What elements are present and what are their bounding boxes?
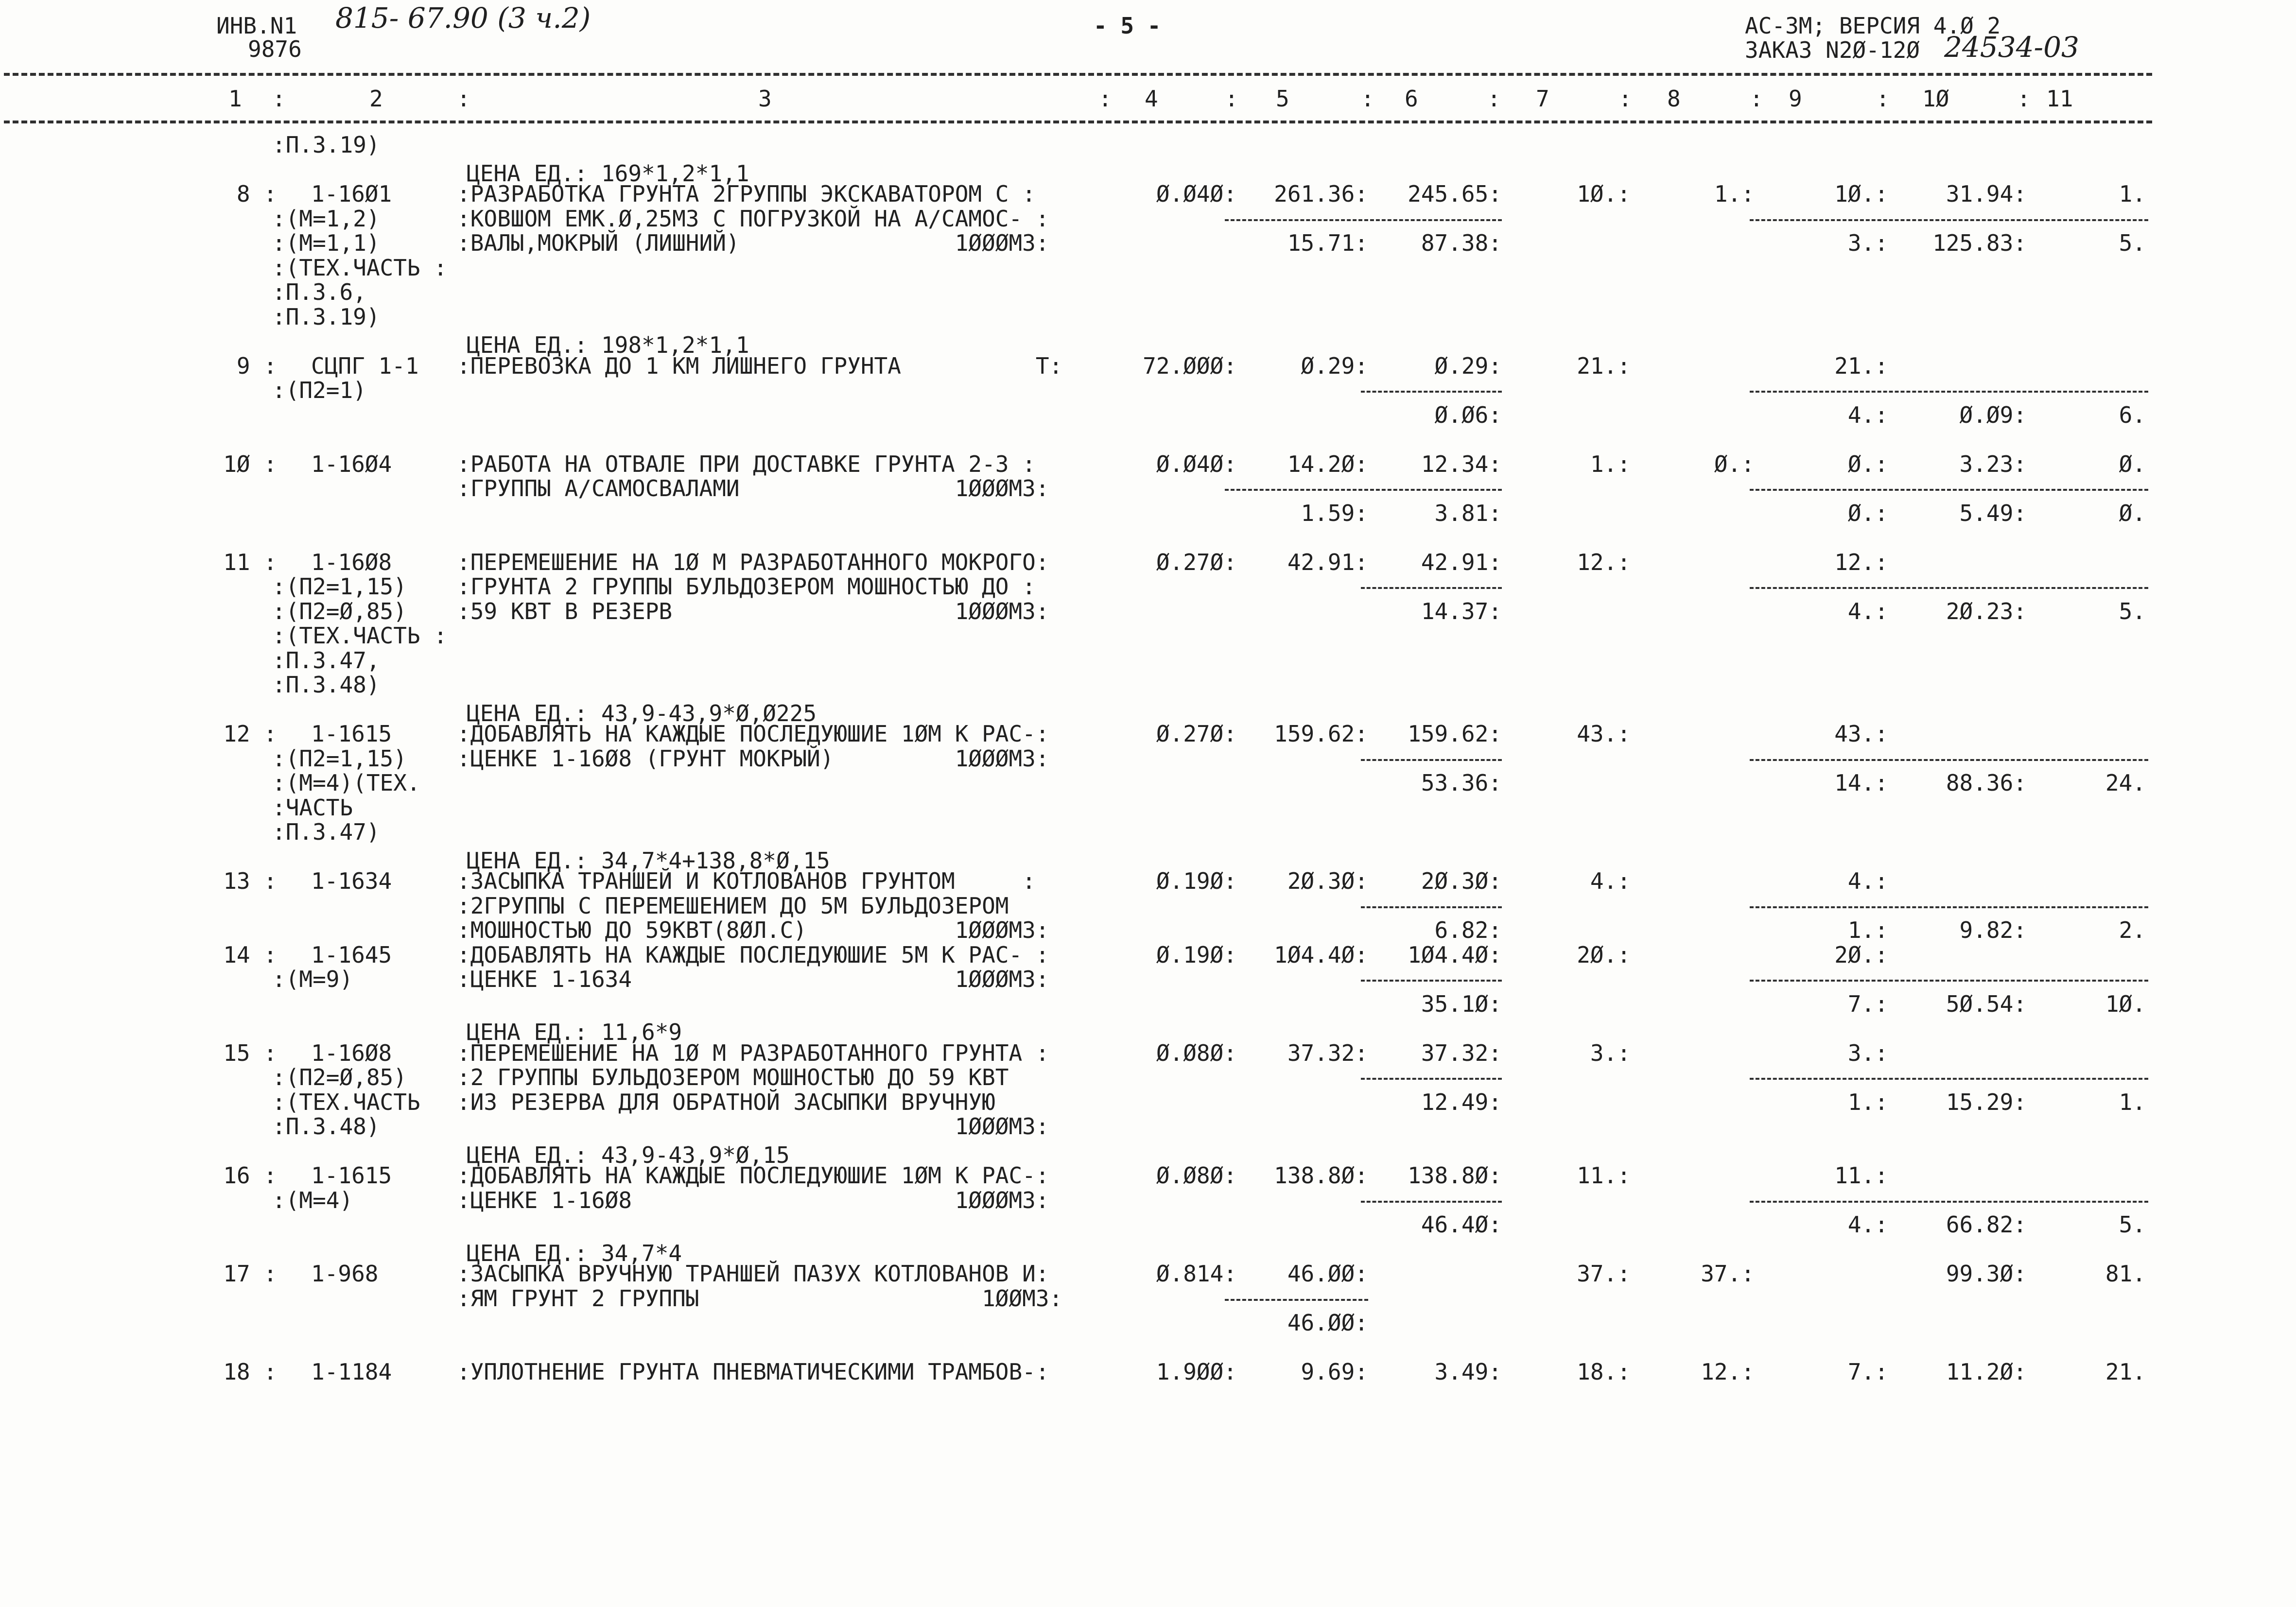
cell-col-5: 159.62:: [1274, 721, 1368, 747]
version-label: АС-3М; ВЕРСИЯ 4.Ø 2: [1745, 13, 2001, 39]
cell-col-10: 125.83:: [1932, 230, 2027, 256]
cell-col-10: 66.82:: [1946, 1211, 2027, 1238]
row-number: 12 :: [223, 721, 277, 747]
unit-price-formula: ЦЕНА ЕД.: 43,9-43,9*Ø,15: [467, 1141, 790, 1168]
cell-col-9: 11.:: [1834, 1162, 1888, 1189]
rate-code: :(М=1,2): [272, 205, 380, 232]
cell-col-6: 6.82:: [1434, 917, 1502, 943]
column-separator: :: [1098, 86, 1112, 112]
column-number-1: 1: [228, 86, 242, 112]
rate-code: 1-16Ø1: [311, 181, 392, 207]
subtotal-dash-lower: [1750, 1078, 2148, 1080]
cell-col-4: Ø.27Ø:: [1156, 549, 1237, 575]
work-description: :ЗАСЫПКА ВРУЧНУЮ ТРАНШЕЙ ПАЗУХ КОТЛОВАНОВ И:: [457, 1261, 1049, 1287]
work-description: :РАЗРАБОТКА ГРУНТА 2ГРУППЫ ЭКСКАВАТОРОМ С :: [457, 181, 1036, 207]
handwritten-reference: 815- 67.90 (3 ч.2): [335, 1, 591, 35]
cell-col-6: 3.49:: [1434, 1359, 1502, 1385]
column-number-3: 3: [758, 86, 772, 112]
work-description: :ДОБАВЛЯТЬ НА КАЖДЫЕ ПОСЛЕДУЮШИЕ 5М К РАС- :: [457, 941, 1049, 968]
column-separator: :: [1618, 86, 1632, 112]
subtotal-dash-upper: [1361, 906, 1502, 908]
cell-col-8: 1.:: [1714, 181, 1755, 207]
cell-col-5: 261.36:: [1274, 181, 1368, 207]
header-bottom-rule: [4, 121, 2152, 123]
rate-code: 1-1615: [311, 721, 392, 747]
cell-col-6: 14.37:: [1421, 598, 1502, 624]
cell-col-10: 9.82:: [1959, 917, 2027, 943]
subtotal-dash-upper: [1361, 759, 1502, 761]
rate-code: :П.3.48): [272, 672, 380, 698]
rate-code: :(М=1,1): [272, 230, 380, 256]
work-description: :ПЕРЕМЕШЕНИЕ НА 1Ø М РАЗРАБОТАННОГО МОКРОГО:: [457, 549, 1049, 575]
row-number: 15 :: [223, 1039, 277, 1066]
cell-col-10: 3.23:: [1959, 450, 2027, 477]
rate-code: 1-1615: [311, 1162, 392, 1189]
cell-col-8: Ø.:: [1714, 450, 1755, 477]
cell-col-9: 1.:: [1847, 917, 1888, 943]
rate-code: 1-1645: [311, 941, 392, 968]
column-number-7: 7: [1536, 86, 1549, 112]
cell-col-11: 5.: [2119, 230, 2146, 256]
work-description: :59 КВТ В РЕЗЕРВ 1ØØØМ3:: [457, 598, 1049, 624]
rate-code: :(П2=Ø,85): [272, 598, 407, 624]
cell-col-6: 35.1Ø:: [1421, 990, 1502, 1017]
cell-col-6: Ø.29:: [1434, 352, 1502, 379]
cell-col-4: Ø.19Ø:: [1156, 868, 1237, 894]
cell-col-11: 1.: [2119, 181, 2146, 207]
inventory-number: 9876: [248, 36, 302, 62]
work-description: :ЗАСЫПКА ТРАНШЕЙ И КОТЛОВАНОВ ГРУНТОМ :: [457, 868, 1036, 894]
row-number: 1Ø :: [223, 450, 277, 477]
cell-col-7: 1.:: [1590, 450, 1631, 477]
cell-col-4: 1.9ØØ:: [1156, 1359, 1237, 1385]
cell-col-9: 1Ø.:: [1834, 181, 1888, 207]
work-description: :ВАЛЫ,МОКРЫЙ (ЛИШНИЙ) 1ØØØМ3:: [457, 230, 1049, 256]
cell-col-9: 4.:: [1847, 401, 1888, 428]
cell-col-7: 12.:: [1577, 549, 1631, 575]
rate-code: :(ТЕХ.ЧАСТЬ :: [272, 622, 448, 649]
header-top-rule: [4, 73, 2152, 76]
work-description: :ЦЕНКЕ 1-1634 1ØØØМ3:: [457, 966, 1049, 992]
row-number: 16 :: [223, 1162, 277, 1189]
subtotal-dash-lower: [1750, 391, 2148, 393]
subtotal-dash-upper: [1225, 489, 1502, 491]
cell-col-11: 81.: [2105, 1261, 2146, 1287]
cell-col-11: 1Ø.: [2105, 990, 2146, 1017]
cell-col-4: Ø.Ø8Ø:: [1156, 1162, 1237, 1189]
subtotal-dash-lower: [1750, 759, 2148, 761]
row-number: 9 :: [236, 352, 277, 379]
cell-col-6: 138.8Ø:: [1408, 1162, 1502, 1189]
cell-col-11: 1.: [2119, 1089, 2146, 1115]
cell-col-4: Ø.27Ø:: [1156, 721, 1237, 747]
cell-col-11: 5.: [2119, 1211, 2146, 1238]
cell-col-6: 3.81:: [1434, 500, 1502, 526]
cell-col-6: 46.4Ø:: [1421, 1211, 1502, 1238]
cell-col-7: 11.:: [1577, 1162, 1631, 1189]
rate-code: :П.3.47,: [272, 647, 380, 674]
work-description: :ГРУППЫ А/САМОСВАЛАМИ 1ØØØМ3:: [457, 475, 1049, 501]
cell-col-11: Ø.: [2119, 450, 2146, 477]
cell-col-7: 18.:: [1577, 1359, 1631, 1385]
cell-col-9: 4.:: [1847, 1211, 1888, 1238]
cell-col-6: 2Ø.3Ø:: [1421, 868, 1502, 894]
cell-col-11: 5.: [2119, 598, 2146, 624]
subtotal-dash-upper: [1225, 1299, 1368, 1301]
cell-col-5: 2Ø.3Ø:: [1287, 868, 1368, 894]
cell-col-5: 42.91:: [1287, 549, 1368, 575]
work-description: :ГРУНТА 2 ГРУППЫ БУЛЬДОЗЕРОМ МОШНОСТЬЮ ДО :: [457, 573, 1036, 600]
rate-code: :(М=4): [272, 1187, 353, 1213]
unit-price-formula: ЦЕНА ЕД.: 169*1,2*1,1: [467, 160, 749, 187]
rate-code: :ЧАСТЬ: [272, 794, 353, 821]
rate-code: :(М=4)(ТЕХ.: [272, 770, 420, 796]
inventory-label: ИНВ.N1: [216, 13, 297, 39]
cell-col-9: 43.:: [1834, 721, 1888, 747]
cell-col-9: Ø.:: [1847, 500, 1888, 526]
cell-col-4: Ø.19Ø:: [1156, 941, 1237, 968]
cell-col-9: 2Ø.:: [1834, 941, 1888, 968]
row-number: 17 :: [223, 1261, 277, 1287]
cell-col-9: 21.:: [1834, 352, 1888, 379]
cell-col-11: 6.: [2119, 401, 2146, 428]
rate-code: :П.3.19): [272, 132, 380, 158]
subtotal-dash-lower: [1750, 1201, 2148, 1203]
rate-code: СЦПГ 1-1: [311, 352, 419, 379]
rate-code: 1-968: [311, 1261, 379, 1287]
cell-col-5: 46.ØØ:: [1287, 1261, 1368, 1287]
cell-col-5: 9.69:: [1301, 1359, 1368, 1385]
rate-code: 1-1184: [311, 1359, 392, 1385]
work-description: :ЦЕНКЕ 1-16Ø8 1ØØØМ3:: [457, 1187, 1049, 1213]
column-separator: :: [1361, 86, 1374, 112]
work-description: :ДОБАВЛЯТЬ НА КАЖДЫЕ ПОСЛЕДУЮШИЕ 1ØМ К РАС-:: [457, 1162, 1049, 1189]
cell-col-4: 72.ØØØ:: [1143, 352, 1237, 379]
subtotal-dash-upper: [1361, 391, 1502, 393]
unit-price-formula: ЦЕНА ЕД.: 198*1,2*1,1: [467, 332, 749, 358]
column-separator: :: [1487, 86, 1501, 112]
cell-col-7: 37.:: [1577, 1261, 1631, 1287]
column-number-5: 5: [1276, 86, 1289, 112]
work-description: :2 ГРУППЫ БУЛЬДОЗЕРОМ МОШНОСТЬЮ ДО 59 КВТ: [457, 1064, 1009, 1090]
order-label: ЗАКАЗ N2Ø-12Ø: [1745, 37, 1920, 63]
column-separator: :: [1225, 86, 1238, 112]
cell-col-6: 245.65:: [1408, 181, 1502, 207]
rate-code: :(ТЕХ.ЧАСТЬ: [272, 1089, 420, 1115]
unit-price-formula: ЦЕНА ЕД.: 43,9-43,9*Ø,Ø225: [467, 700, 817, 726]
cell-col-9: 3.:: [1847, 230, 1888, 256]
cell-col-10: 15.29:: [1946, 1089, 2027, 1115]
cell-col-6: 37.32:: [1421, 1039, 1502, 1066]
column-number-8: 8: [1667, 86, 1681, 112]
cell-col-9: 3.:: [1847, 1039, 1888, 1066]
work-description: :ПЕРЕМЕШЕНИЕ НА 1Ø М РАЗРАБОТАННОГО ГРУНТА :: [457, 1039, 1049, 1066]
cell-col-9: 14.:: [1834, 770, 1888, 796]
cell-col-5: 14.2Ø:: [1287, 450, 1368, 477]
cell-col-7: 21.:: [1577, 352, 1631, 379]
cell-col-11: 21.: [2105, 1359, 2146, 1385]
cell-col-11: 2.: [2119, 917, 2146, 943]
cell-col-9: 7.:: [1847, 990, 1888, 1017]
cell-col-11: Ø.: [2119, 500, 2146, 526]
unit-price-formula: ЦЕНА ЕД.: 11,6*9: [467, 1019, 682, 1045]
column-number-9: 9: [1789, 86, 1802, 112]
cell-col-4: Ø.814:: [1156, 1261, 1237, 1287]
cell-col-10: 88.36:: [1946, 770, 2027, 796]
subtotal-dash-lower: [1750, 489, 2148, 491]
cell-col-7: 1Ø.:: [1577, 181, 1631, 207]
cell-col-9: 4.:: [1847, 598, 1888, 624]
cell-col-5: 1.59:: [1301, 500, 1368, 526]
rate-code: :П.3.48): [272, 1113, 380, 1140]
cell-col-5: 15.71:: [1287, 230, 1368, 256]
rate-code: :(П2=1,15): [272, 745, 407, 772]
subtotal-dash-upper: [1361, 1201, 1502, 1203]
cell-col-10: Ø.Ø9:: [1959, 401, 2027, 428]
cell-col-6: 159.62:: [1408, 721, 1502, 747]
rate-code: 1-16Ø8: [311, 549, 392, 575]
rate-code: :(П2=1): [272, 377, 366, 403]
cell-col-6: 12.34:: [1421, 450, 1502, 477]
cell-col-5: 1Ø4.4Ø:: [1274, 941, 1368, 968]
cell-col-7: 3.:: [1590, 1039, 1631, 1066]
column-number-10: 1Ø: [1922, 86, 1949, 112]
cell-col-6: 53.36:: [1421, 770, 1502, 796]
unit-price-formula: ЦЕНА ЕД.: 34,7*4+138,8*Ø,15: [467, 847, 830, 874]
cell-col-11: 24.: [2105, 770, 2146, 796]
cell-col-10: 99.3Ø:: [1946, 1261, 2027, 1287]
cell-col-9: Ø.:: [1847, 450, 1888, 477]
column-separator: :: [1876, 86, 1890, 112]
work-description: :ИЗ РЕЗЕРВА ДЛЯ ОБРАТНОЙ ЗАСЫПКИ ВРУЧНУЮ: [457, 1089, 995, 1115]
column-separator: :: [1750, 86, 1763, 112]
row-number: 18 :: [223, 1359, 277, 1385]
work-description: 1ØØØМ3:: [457, 1113, 1049, 1140]
subtotal-dash-lower: [1750, 219, 2148, 221]
rate-code: 1-16Ø8: [311, 1039, 392, 1066]
work-description: :ЦЕНКЕ 1-16Ø8 (ГРУНТ МОКРЫЙ) 1ØØØМ3:: [457, 745, 1049, 772]
subtotal-dash-upper: [1361, 980, 1502, 982]
subtotal-dash-lower: [1750, 980, 2148, 982]
cell-col-8: 37.:: [1701, 1261, 1755, 1287]
work-description: :РАБОТА НА ОТВАЛЕ ПРИ ДОСТАВКЕ ГРУНТА 2-3 :: [457, 450, 1036, 477]
cell-col-6: 87.38:: [1421, 230, 1502, 256]
page-number: - 5 -: [1094, 13, 1161, 39]
cell-col-10: 2Ø.23:: [1946, 598, 2027, 624]
rate-code: :П.3.19): [272, 303, 380, 330]
column-number-2: 2: [369, 86, 383, 112]
cell-col-4: Ø.Ø4Ø:: [1156, 181, 1237, 207]
order-handwritten-number: 24534-03: [1944, 31, 2079, 64]
cell-col-7: 43.:: [1577, 721, 1631, 747]
rate-code: 1-1634: [311, 868, 392, 894]
cell-col-6: Ø.Ø6:: [1434, 401, 1502, 428]
cell-col-9: 12.:: [1834, 549, 1888, 575]
cell-col-5: 138.8Ø:: [1274, 1162, 1368, 1189]
cell-col-5: 37.32:: [1287, 1039, 1368, 1066]
row-number: 14 :: [223, 941, 277, 968]
work-description: :МОШНОСТЬЮ ДО 59КВТ(8ØЛ.С) 1ØØØМ3:: [457, 917, 1049, 943]
subtotal-dash-lower: [1750, 906, 2148, 908]
row-number: 8 :: [236, 181, 277, 207]
column-number-6: 6: [1405, 86, 1418, 112]
work-description: :УПЛОТНЕНИЕ ГРУНТА ПНЕВМАТИЧЕСКИМИ ТРАМБОВ-:: [457, 1359, 1049, 1385]
rate-code: :(П2=Ø,85): [272, 1064, 407, 1090]
cell-col-4: Ø.Ø8Ø:: [1156, 1039, 1237, 1066]
column-separator: :: [2017, 86, 2031, 112]
rate-code: :(ТЕХ.ЧАСТЬ :: [272, 254, 448, 281]
row-number: 13 :: [223, 868, 277, 894]
column-separator: :: [272, 86, 286, 112]
cell-col-7: 2Ø.:: [1577, 941, 1631, 968]
rate-code: 1-16Ø4: [311, 450, 392, 477]
cell-col-10: 5Ø.54:: [1946, 990, 2027, 1017]
column-separator: :: [457, 86, 470, 112]
cell-col-10: 11.2Ø:: [1946, 1359, 2027, 1385]
column-number-11: 11: [2046, 86, 2073, 112]
cell-col-6: 42.91:: [1421, 549, 1502, 575]
work-description: :2ГРУППЫ С ПЕРЕМЕШЕНИЕМ ДО 5М БУЛЬДОЗЕРОМ: [457, 892, 1009, 919]
cell-col-9: 1.:: [1847, 1089, 1888, 1115]
cell-col-5: 46.ØØ:: [1287, 1310, 1368, 1336]
cell-col-9: 7.:: [1847, 1359, 1888, 1385]
work-description: :ЯМ ГРУНТ 2 ГРУППЫ 1ØØМ3:: [457, 1285, 1063, 1312]
subtotal-dash-upper: [1361, 1078, 1502, 1080]
cell-col-6: 1Ø4.4Ø:: [1408, 941, 1502, 968]
rate-code: :(М=9): [272, 966, 353, 992]
cell-col-6: 12.49:: [1421, 1089, 1502, 1115]
cell-col-10: 5.49:: [1959, 500, 2027, 526]
cell-col-5: Ø.29:: [1301, 352, 1368, 379]
cell-col-4: Ø.Ø4Ø:: [1156, 450, 1237, 477]
column-number-4: 4: [1145, 86, 1158, 112]
cell-col-8: 12.:: [1701, 1359, 1755, 1385]
cell-col-9: 4.:: [1847, 868, 1888, 894]
rate-code: :П.3.6,: [272, 279, 366, 305]
cell-col-7: 4.:: [1590, 868, 1631, 894]
cell-col-10: 31.94:: [1946, 181, 2027, 207]
unit-price-formula: ЦЕНА ЕД.: 34,7*4: [467, 1240, 682, 1266]
row-number: 11 :: [223, 549, 277, 575]
rate-code: :(П2=1,15): [272, 573, 407, 600]
work-description: :ДОБАВЛЯТЬ НА КАЖДЫЕ ПОСЛЕДУЮШИЕ 1ØМ К РАС-:: [457, 721, 1049, 747]
subtotal-dash-upper: [1361, 587, 1502, 589]
subtotal-dash-lower: [1750, 587, 2148, 589]
work-description: :КОВШОМ ЕМК.Ø,25М3 С ПОГРУЗКОЙ НА А/САМОС- :: [457, 205, 1049, 232]
rate-code: :П.3.47): [272, 819, 380, 845]
subtotal-dash-upper: [1225, 219, 1502, 221]
work-description: :ПЕРЕВОЗКА ДО 1 КМ ЛИШНЕГО ГРУНТА Т:: [457, 352, 1063, 379]
